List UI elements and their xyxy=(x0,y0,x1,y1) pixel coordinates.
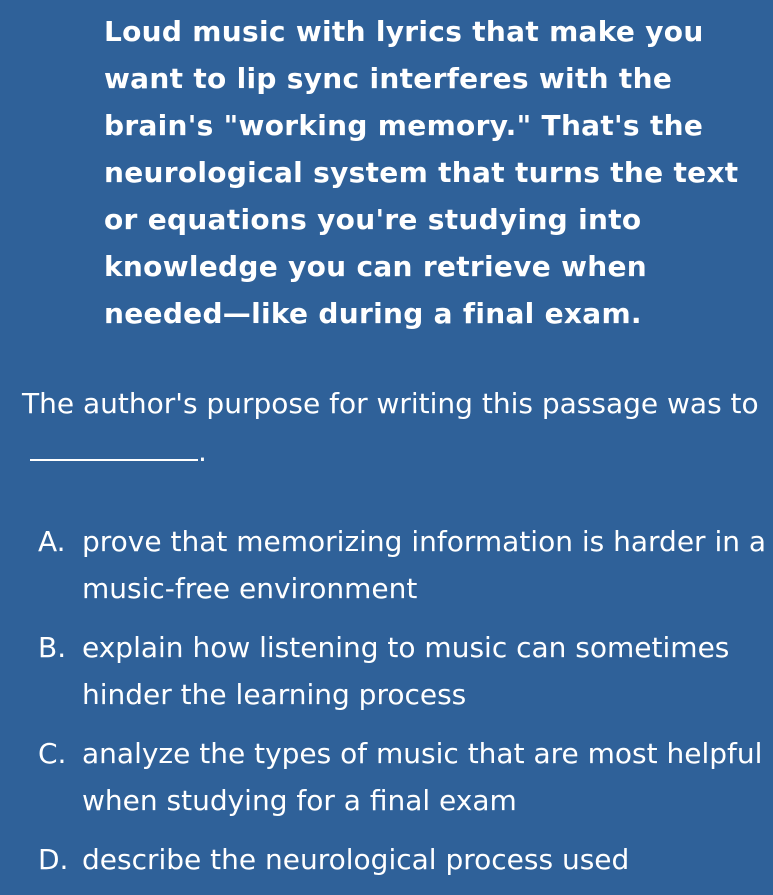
question-text: The author's purpose for writing this passage was to xyxy=(22,387,759,420)
option-letter: B. xyxy=(38,631,67,664)
answer-options xyxy=(38,518,768,895)
option-text: analyze the types of music that are most helpful when studying for a final exam xyxy=(82,737,763,817)
option-letter: C. xyxy=(38,737,67,770)
option-c[interactable] xyxy=(38,730,768,824)
option-text: describe the neurological process used xyxy=(82,843,630,876)
question-end: . xyxy=(198,435,207,468)
option-letter: D. xyxy=(38,843,69,876)
passage-text: Loud music with lyrics that make you want to lip sync interferes with the brain's "working memory." That's the neurological system that turns the text or equations you're studying into knowledge you can retrieve when needed—like during a final exam. xyxy=(104,15,739,330)
option-b[interactable] xyxy=(38,624,768,718)
option-letter: A. xyxy=(38,525,66,558)
option-d[interactable] xyxy=(38,836,768,883)
option-text: prove that memorizing information is harder in a music-free environment xyxy=(82,525,767,605)
question-prompt xyxy=(22,380,762,476)
option-a[interactable] xyxy=(38,518,768,612)
answer-blank xyxy=(30,429,198,461)
option-text: explain how listening to music can sometimes hinder the learning process xyxy=(82,631,730,711)
